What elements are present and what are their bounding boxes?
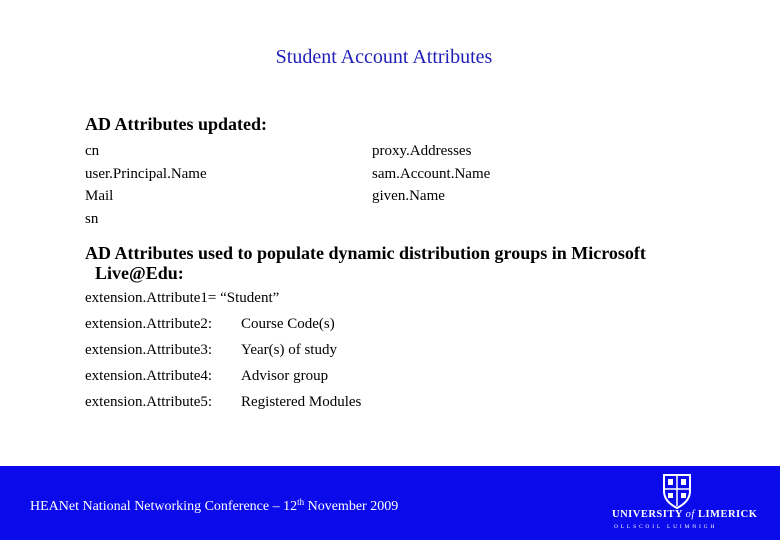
section-heading-updated: AD Attributes updated: [85,114,268,134]
updated-attributes-left-column [85,140,207,230]
attribute-key: extension.Attribute4: [85,368,213,384]
attribute-item: Mail [85,188,114,204]
footer-text-end: November 2009 [304,499,399,514]
attribute-item: given.Name [372,188,445,204]
extension-attribute-row [85,389,361,415]
logo-word-limerick: LIMERICK [697,509,758,520]
attribute-value: Year(s) of study [241,342,337,358]
attribute-key: extension.Attribute3: [85,342,213,358]
section-heading-distribution-groups [85,243,735,283]
attribute-key: extension.Attribute5: [85,394,213,410]
heading-line-2: Live@Edu: [95,263,184,283]
university-logo-name [612,509,757,520]
footer-text-start: HEANet National Networking Conference – 12 [30,499,298,514]
university-crest-icon [660,473,694,509]
university-logo-irish-name: OLLSCOIL LUIMNIGH [614,524,718,530]
attribute-value: Advisor group [241,368,329,384]
attribute-value: = “Student” [207,290,280,306]
attribute-item: cn [85,143,100,159]
logo-word-of: of [685,509,695,520]
extension-attribute-row [85,337,361,363]
extension-attribute-row [85,285,361,311]
extension-attribute-row [85,311,361,337]
updated-attributes-right-column [372,140,490,208]
attribute-value: Registered Modules [241,394,362,410]
footer-conference-text [30,497,398,515]
heading-line-1: AD Attributes used to populate dynamic distribution groups in Microsoft [85,243,646,263]
attribute-item: sam.Account.Name [372,165,491,182]
attribute-item: sn [85,210,99,227]
extension-attributes-list [85,285,361,415]
extension-attribute-row [85,363,361,389]
attribute-value: Course Code(s) [241,316,335,332]
attribute-key: extension.Attribute1 [85,290,208,306]
logo-word-university: UNIVERSITY [612,509,683,520]
attribute-key: extension.Attribute2: [85,316,213,332]
attribute-item: proxy.Addresses [372,143,472,159]
footer-superscript: th [297,497,305,507]
slide-title: Student Account Attributes [275,46,493,68]
attribute-item: user.Principal.Name [85,165,207,182]
